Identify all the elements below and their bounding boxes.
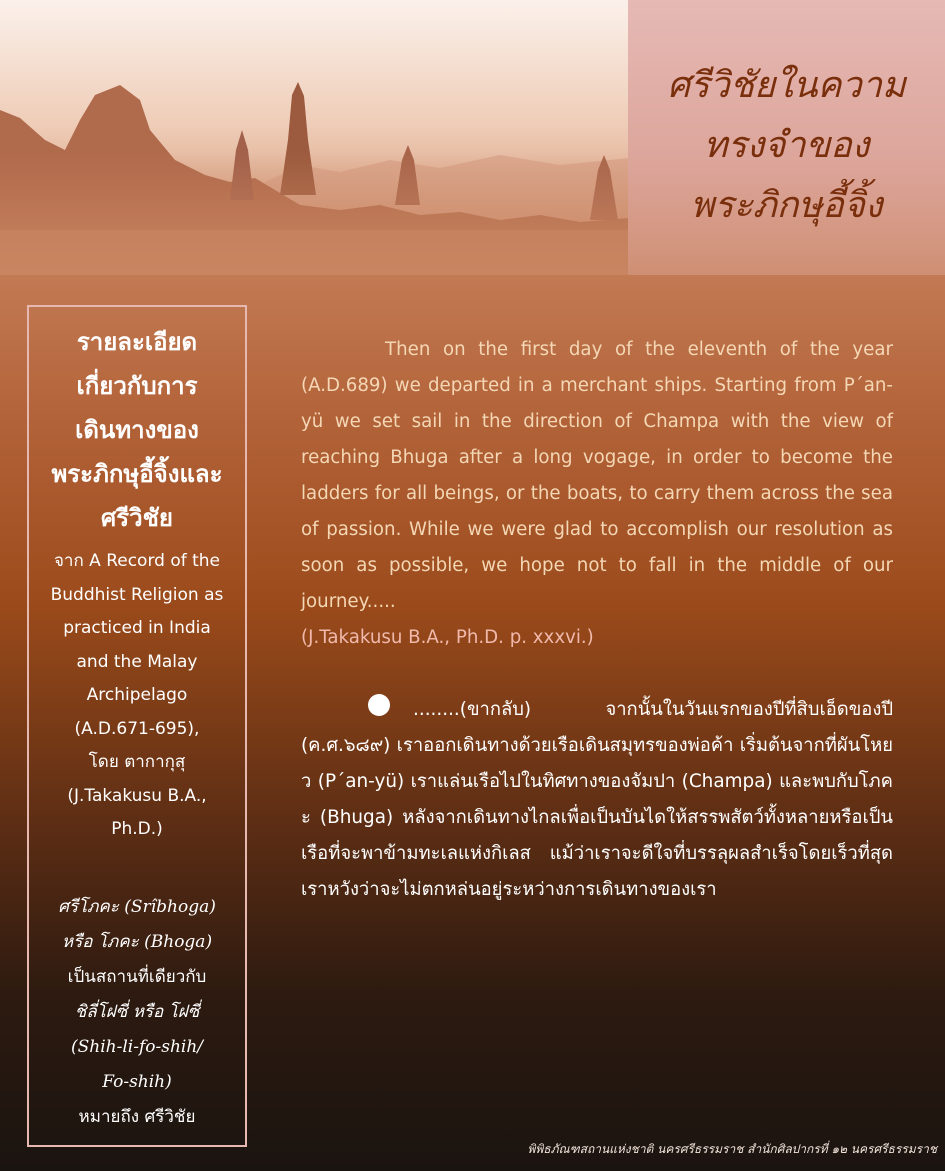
page-title-line-3: พระภิกษุอี้จิ้ง [690,185,883,226]
page-title-line-2: ทรงจำของ [703,125,870,166]
sidebar-source-line: Buddhist Religion as [50,584,224,605]
sidebar-note-line: Fo-shih) [102,1072,172,1092]
sidebar-source-line: โดย ตากากุสุ [88,752,186,772]
sidebar-note-line: ชิลี่โฝซี่ หรือ โฝซี่ [74,1002,200,1022]
sidebar-source [29,545,245,847]
english-citation: (J.Takakusu B.A., Ph.D. p. xxxvi.) [301,627,594,648]
banner-image [0,0,630,275]
sidebar-heading [29,321,245,541]
sidebar-source-line: practiced in India [63,618,211,638]
sidebar-note [29,890,245,1135]
sidebar-note-line: (Shih-li-fo-shih/ [70,1037,204,1057]
sidebar-note-line: เป็นสถานที่เดียวกับ [67,967,207,987]
sidebar-note-line: ศรีโภคะ (Srîbhoga) [58,897,216,917]
sidebar-source-line: จาก A Record of the [53,551,221,571]
sidebar-source-line: (J.Takakusu B.A., [67,785,207,806]
sidebar-source-line: Archipelago [86,685,188,705]
sidebar-source-line: Ph.D.) [111,819,163,839]
sidebar-source-line: (A.D.671-695), [74,718,200,739]
thai-translation [301,692,893,908]
info-sidebar [27,305,247,1147]
stupa-silhouette-image [0,0,630,275]
thai-translation-text: ........(ขากลับ) จากนั้นในวันแรกของปีที่สิบเอ็ดของปี (ค.ศ.๖๘๙) เราออกเดินทางด้วยเรือเดินสมุทรของพ่อค้า เริ่มต้นจากที่ผันโหยว (P´an-yü) เราแล่นเรือไปในทิศทางของจัมปา (Champa) และพบกับโภคะ (Bhuga) หลังจากเดินทางไกลเพื่อเป็นบันไดให้สรรพสัตว์ทั้งหลายหรือเป็นเรือที่จะพาข้ามทะเลแห่งกิเลส แม้ว่าเราจะดีใจที่บรรลุผลสำเร็จโดยเร็วที่สุด เราหวังว่าจะไม่ตกหล่นอยู่ระหว่างการเดินทางของเรา [301,699,893,900]
english-quote [301,332,893,620]
page-title-line-1: ศรีวิชัยในความ [667,65,906,106]
english-quote-text: Then on the first day of the eleventh of the year (A.D.689) we departed in a merchant ships. Starting from P´an-yü we set sail in the direction of Champa with the view of reaching Bhuga after a long vogage, in order to become the ladders for all beings, or the boats, to carry them across the sea of passion. While we were glad to accomplish our resolution as soon as possible, we hope not to fall in the middle of our journey..... [301,339,893,612]
sidebar-heading-line: เดินทางของ [75,418,199,444]
sidebar-heading-line: เกี่ยวกับการ [76,374,198,400]
footer-credit: พิพิธภัณฑสถานแห่งชาติ นครศรีธรรมราช สำนักศิลปากรที่ ๑๒ นครศรีธรรมราช [527,1142,937,1156]
sidebar-note-line: หรือ โภคะ (Bhoga) [61,932,213,952]
sidebar-heading-line: ศรีวิชัย [101,506,173,532]
sidebar-source-line: and the Malay [76,651,198,672]
sidebar-note-line: หมายถึง ศรีวิชัย [78,1107,196,1127]
title-panel [628,0,945,275]
sidebar-heading-line: รายละเอียด [76,330,198,356]
sidebar-heading-line: พระภิกษุอี้จิ้งและ [51,462,223,488]
